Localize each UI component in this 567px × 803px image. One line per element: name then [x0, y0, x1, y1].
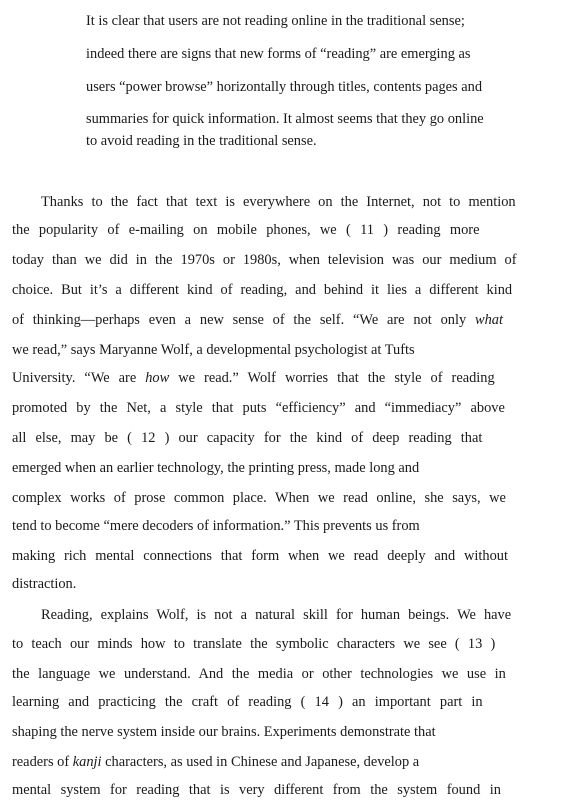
body-line: distraction. [12, 576, 77, 592]
body-line: Thanks to the fact that text is everywhere on the Internet, not to mention [41, 194, 516, 210]
body-line: promoted by the Net, a style that puts “efficiency” and “immediacy” above [12, 400, 505, 416]
body-line: Reading, explains Wolf, is not a natural skill for human beings. We have [41, 607, 512, 623]
body-line: the popularity of e-mailing on mobile phones, we ( 11 ) reading more [12, 222, 480, 238]
emphasis-what: what [474, 312, 503, 328]
body-line: choice. But it’s a different kind of reading, and behind it lies a different kind [12, 282, 513, 298]
body-line: all else, may be ( 12 ) our capacity for the kind of deep reading that [12, 430, 483, 446]
quote-line: summaries for quick information. It almost seems that they go online [86, 111, 484, 127]
emphasis-how: how [145, 370, 170, 386]
quote-line: indeed there are signs that new forms of “reading” are emerging as [86, 46, 471, 62]
quote-line: It is clear that users are not reading online in the traditional sense; [86, 13, 465, 29]
body-line: tend to become “mere decoders of information.” This prevents us from [12, 518, 420, 534]
quote-line: to avoid reading in the traditional sense. [86, 133, 317, 149]
emphasis-kanji: kanji [72, 754, 102, 770]
body-line: of thinking—perhaps even a new sense of the self. “We are not only what [12, 312, 503, 328]
body-line: mental system for reading that is very different from the system found in [12, 782, 501, 798]
body-line: complex works of prose common place. When we read online, she says, we [12, 490, 506, 506]
body-line: today than we did in the 1970s or 1980s, when television was our medium of [12, 252, 517, 268]
body-line: learning and practicing the craft of reading ( 14 ) an important part in [12, 694, 483, 710]
body-line: shaping the nerve system inside our brains. Experiments demonstrate that [12, 724, 436, 740]
body-line: University. “We are how we read.” Wolf worries that the style of reading [12, 370, 495, 386]
body-line: emerged when an earlier technology, the printing press, made long and [12, 460, 420, 476]
body-line: the language we understand. And the media or other technologies we use in [12, 666, 506, 682]
body-line: making rich mental connections that form when we read deeply and without [12, 548, 508, 564]
body-line: to teach our minds how to translate the symbolic characters we see ( 13 ) [12, 636, 496, 652]
quote-line: users “power browse” horizontally through titles, contents pages and [86, 79, 483, 95]
body-line: readers of kanji characters, as used in Chinese and Japanese, develop a [12, 754, 420, 770]
body-line: we read,” says Maryanne Wolf, a developmental psychologist at Tufts [12, 342, 415, 358]
